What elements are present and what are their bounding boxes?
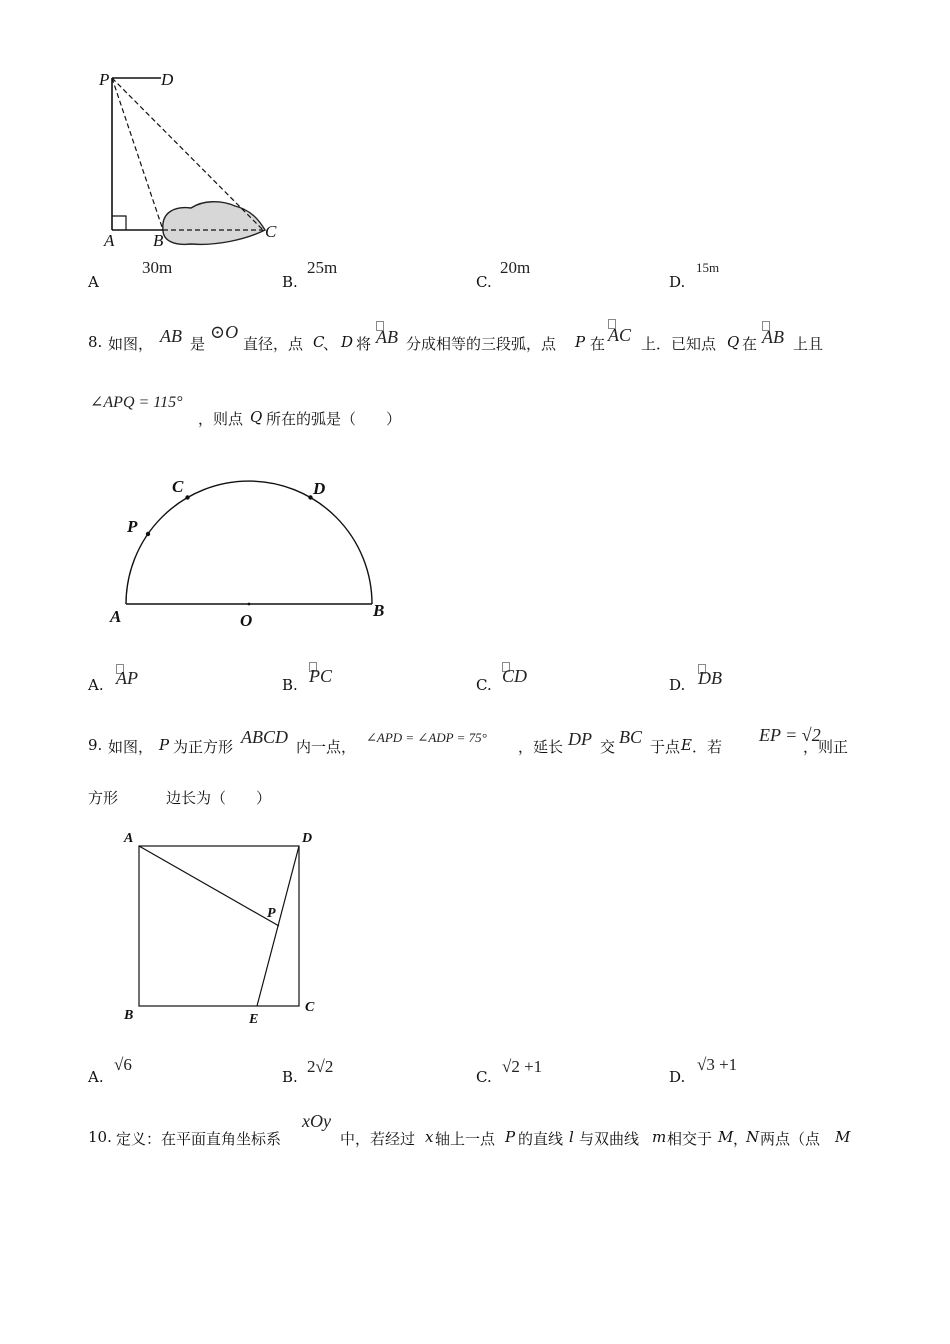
q8-math-angle: ∠APQ = 115° bbox=[90, 394, 183, 411]
q9-math-bc: BC bbox=[619, 727, 643, 747]
semicircle-arc bbox=[126, 481, 372, 604]
q8-text-12: 所在的弧是（ ） bbox=[266, 410, 402, 428]
q8-text-2: 是 bbox=[190, 335, 206, 353]
square-abcd bbox=[139, 846, 299, 1006]
q8-math-arc-ac: AC bbox=[608, 325, 632, 345]
q8-point-q2: Q bbox=[250, 408, 263, 426]
q8-text-9: 在 bbox=[742, 335, 758, 353]
q7-figure bbox=[95, 60, 295, 260]
q9-text-3: 内一点， bbox=[296, 738, 357, 756]
q9-math-dp: DP bbox=[568, 729, 592, 749]
q10-text-4: 的直线 bbox=[518, 1130, 564, 1148]
q9-point-e: E bbox=[681, 736, 692, 754]
q8-text-8: 上．已知点 bbox=[641, 335, 717, 353]
q8-option-c-value: CD bbox=[502, 666, 528, 686]
q8-figure bbox=[100, 465, 400, 635]
q10-point-m2: M bbox=[835, 1128, 851, 1146]
q10-curve-m: m bbox=[652, 1128, 667, 1146]
q9-label-A: A bbox=[124, 831, 134, 846]
q7-label-C: C bbox=[265, 222, 277, 241]
q8-number: 8. bbox=[88, 333, 103, 351]
q9-option-a-value: √6 bbox=[114, 1055, 132, 1074]
q8-math-ab: AB bbox=[160, 326, 182, 346]
q10-text-3: 轴上一点 bbox=[435, 1130, 496, 1148]
q7-option-c-letter: C. bbox=[476, 273, 492, 291]
q9-option-d-value: √3 +1 bbox=[697, 1055, 738, 1074]
q8-option-c-letter: C. bbox=[476, 676, 492, 694]
q9-label-E: E bbox=[249, 1012, 259, 1027]
q10-number: 10. bbox=[88, 1128, 112, 1146]
q8-label-C: C bbox=[172, 477, 184, 496]
q9-label-P: P bbox=[267, 906, 276, 921]
q7-option-d-letter: D. bbox=[669, 273, 686, 291]
q9-text-7: ．若 bbox=[692, 738, 723, 756]
q9-option-a-letter: A. bbox=[88, 1068, 104, 1086]
q8-text-6: 分成相等的三段弧，点 bbox=[406, 335, 557, 353]
q8-math-circle: ⊙O bbox=[210, 322, 239, 342]
q9-option-d-letter: D. bbox=[669, 1068, 686, 1086]
segment-ap bbox=[139, 846, 279, 926]
q8-point-c: C bbox=[313, 333, 325, 351]
q10-text-8: 两点（点 bbox=[760, 1130, 821, 1148]
q7-label-P: P bbox=[99, 70, 110, 89]
q10-text-1: 定义：在平面直角坐标系 bbox=[116, 1130, 282, 1148]
q8-text-5: 将 bbox=[356, 335, 372, 353]
segment-de bbox=[257, 846, 299, 1006]
q8-math-arc-ab2: AB bbox=[762, 327, 784, 347]
q7-option-a-letter: A bbox=[88, 273, 99, 291]
q9-figure bbox=[115, 825, 335, 1035]
q10-line-l: l bbox=[569, 1128, 574, 1146]
q10-x: x bbox=[425, 1128, 434, 1146]
point-p-dot bbox=[146, 532, 150, 536]
q7-option-a-value: 30m bbox=[142, 258, 173, 277]
q7-option-c-value: 20m bbox=[500, 258, 531, 277]
q8-option-a-value: AP bbox=[116, 668, 138, 688]
q8-math-arc-ab: AB bbox=[376, 327, 398, 347]
q9-label-C: C bbox=[305, 1000, 315, 1015]
q7-label-A: A bbox=[104, 231, 115, 250]
q9-text-6: 于点 bbox=[650, 738, 681, 756]
q8-label-O: O bbox=[240, 611, 253, 630]
q9-point-p: P bbox=[159, 736, 170, 754]
q8-option-d-value: DB bbox=[698, 668, 722, 688]
q9-math-ep: EP = √2 bbox=[759, 725, 821, 745]
q9-text-2: 为正方形 bbox=[173, 738, 234, 756]
q8-label-D: D bbox=[313, 479, 326, 498]
q9-text-1: 如图， bbox=[108, 738, 154, 756]
q9-option-b-value: 2√2 bbox=[307, 1057, 334, 1076]
q9-math-angles: ∠APD = ∠ADP = 75° bbox=[366, 730, 487, 745]
q10-point-n: N bbox=[746, 1128, 760, 1146]
q8-text-4: 、 bbox=[323, 335, 339, 353]
q8-label-A: A bbox=[110, 607, 122, 626]
q9-text-9: 方形 bbox=[88, 789, 119, 807]
q8-text-1: 如图， bbox=[108, 335, 154, 353]
q8-point-d: D bbox=[341, 333, 354, 351]
q8-option-b-letter: B. bbox=[282, 676, 298, 694]
q8-text-7: 在 bbox=[590, 335, 606, 353]
q8-text-10: 上且 bbox=[793, 335, 824, 353]
q10-point-m: M bbox=[718, 1128, 734, 1146]
q8-label-B: B bbox=[373, 601, 385, 620]
q10-text-6: 相交于 bbox=[667, 1130, 713, 1148]
q9-label-B: B bbox=[124, 1008, 134, 1023]
q9-text-10: 边长为（ ） bbox=[166, 789, 272, 807]
lake-shape bbox=[163, 202, 265, 245]
point-c-dot bbox=[185, 495, 189, 499]
q8-text-11: ，则点 bbox=[198, 410, 244, 428]
q10-text-5: 与双曲线 bbox=[579, 1130, 640, 1148]
q9-option-b-letter: B. bbox=[282, 1068, 298, 1086]
q9-option-c-letter: C. bbox=[476, 1068, 492, 1086]
q8-point-p: P bbox=[575, 333, 586, 351]
q8-label-P: P bbox=[127, 517, 138, 536]
q9-math-abcd: ABCD bbox=[241, 727, 288, 747]
q9-option-c-value: √2 +1 bbox=[502, 1057, 543, 1076]
q9-text-5: 交 bbox=[600, 738, 616, 756]
q10-point-p: P bbox=[505, 1128, 516, 1146]
q10-math-xoy: xOy bbox=[302, 1111, 331, 1131]
q9-text-4: ，延长 bbox=[518, 738, 564, 756]
q7-option-d-value: 15m bbox=[696, 260, 720, 275]
q7-option-b-letter: B. bbox=[282, 273, 298, 291]
q10-text-2: 中，若经过 bbox=[340, 1130, 416, 1148]
point-o-dot bbox=[248, 603, 251, 606]
q8-text-3: 直径，点 bbox=[243, 335, 304, 353]
q8-option-d-letter: D. bbox=[669, 676, 686, 694]
q10-text-7: ， bbox=[733, 1130, 749, 1148]
q8-option-a-letter: A. bbox=[88, 676, 104, 694]
q9-text-8: ，则正 bbox=[803, 738, 849, 756]
q8-point-q: Q bbox=[727, 333, 740, 351]
q7-label-D: D bbox=[161, 70, 174, 89]
q7-label-B: B bbox=[153, 231, 164, 250]
q9-number: 9. bbox=[88, 736, 103, 754]
q7-option-b-value: 25m bbox=[307, 258, 338, 277]
q9-label-D: D bbox=[302, 831, 313, 846]
q8-option-b-value: PC bbox=[309, 666, 333, 686]
